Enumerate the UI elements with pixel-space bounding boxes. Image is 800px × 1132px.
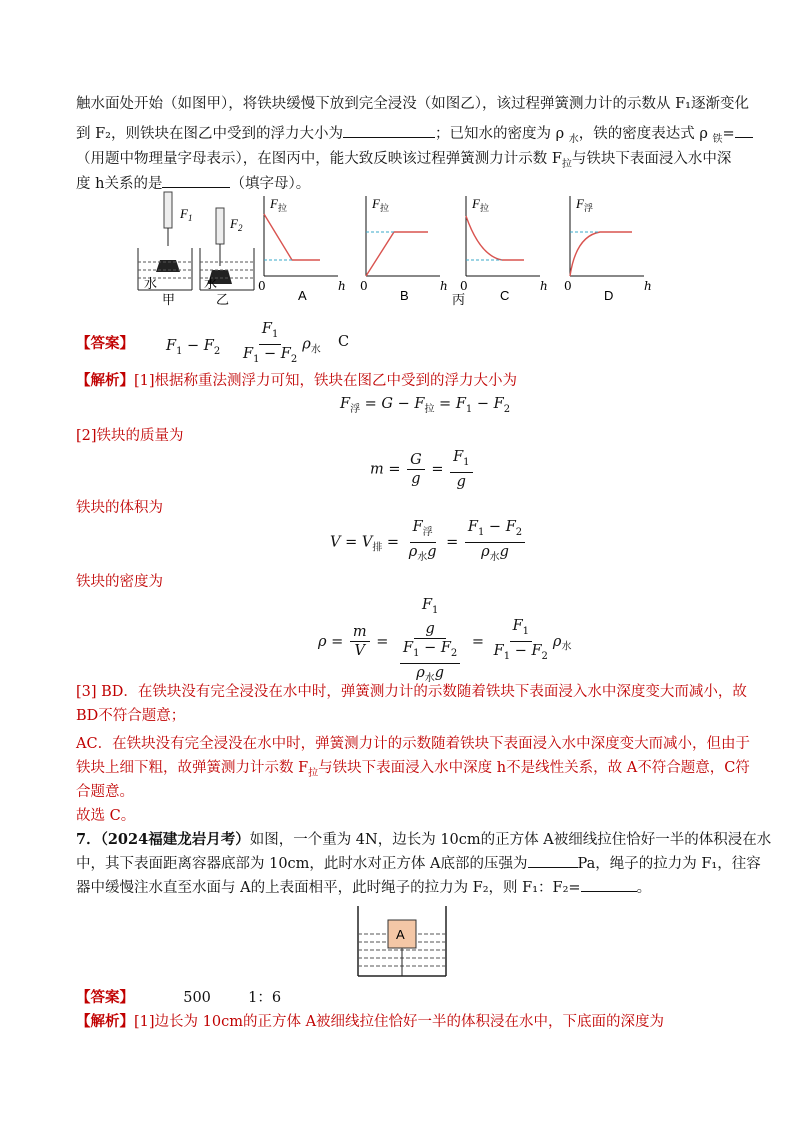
eq-buoyancy: $F_浮 = G - F_拉 = F_1 - F_2$	[340, 396, 511, 415]
blank-density[interactable]	[735, 123, 753, 138]
svg-text:h: h	[644, 279, 652, 293]
q6-figure	[130, 190, 670, 315]
svg-text:0: 0	[360, 279, 368, 293]
svg-text:F浮: $F_浮$	[576, 196, 593, 213]
q7-line1: 7．（2024福建龙岩月考）如图，一个重为 4N，边长为 10cm的正方体 A被细线拉住恰好一半的体积浸在水	[76, 831, 772, 848]
q6-analysis-8: 铁块上细下粗，故弹簧测力计示数 $F_拉$与铁块下表面浸入水中深度 h不是线性关系，故 A不符合题意，C符	[76, 760, 750, 779]
q6-answer: 【答案】	[76, 335, 134, 352]
q6-line3: （用题中物理量字母表示），在图丙中，能大致反映该过程弹簧测力计示数 $F_拉$与铁块下表面浸入水中深	[76, 151, 732, 170]
label-jia: 甲	[162, 293, 176, 308]
eq-density: ρ = $\frac{m}{V}$ = $F_1$ g $\frac{F_1 - F_2}{\rho_水g}$ = $\frac{F_1}{F_1 - F_2}$ $\rho_水$	[318, 597, 572, 684]
label-water-yi: 水	[204, 277, 218, 292]
eq-mass: m = $\frac{G}{g}$ = $\frac{F_1}{g}$	[370, 448, 475, 491]
graph-D	[564, 196, 652, 303]
svg-text:B: B	[400, 288, 409, 303]
svg-text:A: A	[298, 288, 307, 303]
svg-text:F拉: $F_拉$	[270, 196, 287, 213]
svg-text:C: C	[500, 288, 510, 303]
q6-analysis-7: AC．在铁块没有完全浸没在水中时，弹簧测力计的示数随着铁块下表面浸入水中深度变大而减小，但由于	[76, 736, 751, 752]
svg-text:0: 0	[564, 279, 572, 293]
svg-text:F拉: $F_拉$	[372, 196, 389, 213]
label-F2: $F_2$	[230, 216, 243, 233]
q7-figure	[354, 902, 450, 980]
graph-A	[258, 196, 346, 303]
svg-text:h: h	[540, 279, 548, 293]
svg-text:D: D	[604, 288, 614, 303]
svg-text:F拉: $F_拉$	[472, 196, 489, 213]
q6-line4: 度 h关系的是 （填字母）。	[76, 172, 724, 196]
answer-expr-1: $F_1 - F_2$	[166, 338, 221, 357]
q6-analysis-5: [3] BD．在铁块没有完全浸没在水中时，弹簧测力计的示数随着铁块下表面浸入水中深度变大而减小，故	[76, 684, 747, 700]
label-water-jia: 水	[144, 277, 158, 292]
svg-text:A: A	[396, 927, 405, 942]
q7-analysis-1: 【解析】[1]边长为 10cm的正方体 A被细线拉住恰好一半的体积浸在水中，下底面的深度为	[76, 1013, 665, 1030]
svg-text:h: h	[440, 279, 448, 293]
answer-choice: C	[338, 334, 350, 350]
q6-analysis-4: 铁块的密度为	[76, 574, 163, 590]
q6-analysis-1: 【解析】[1]根据称重法测浮力可知，铁块在图乙中受到的浮力大小为	[76, 372, 518, 389]
svg-text:h: h	[338, 279, 346, 293]
q6-analysis-10: 故选 C。	[76, 808, 136, 824]
label-F1: $F_1$	[180, 206, 193, 223]
q6-analysis-2: [2]铁块的质量为	[76, 428, 184, 444]
svg-text:0: 0	[460, 279, 468, 293]
blank-pressure[interactable]	[528, 853, 578, 868]
blank-graph-choice[interactable]	[162, 173, 230, 188]
q6-line2: 到 F₂，则铁块在图乙中受到的浮力大小为 ；已知水的密度为 ρ $_水$，铁的密度表达式 ρ $_铁$=	[76, 122, 724, 152]
graph-C	[460, 196, 548, 303]
eq-volume: $V = V_排$ = $\frac{F_浮}{\rho_水g}$ = $\frac{F_1 - F_2}{\rho_水g}$	[330, 518, 527, 567]
q6-analysis-9: 合题意。	[76, 784, 134, 800]
answer-expr-2: $\frac{F_1}{F_1 - F_2}$ $\rho_水$	[243, 321, 321, 365]
q7-line2: 中，其下表面距离容器底部为 10cm，此时水对正方体 A底部的压强为 Pa，绳子的拉力为 F₁，往容	[76, 852, 724, 876]
q6-line1: 触水面处开始（如图甲），将铁块缓慢下放到完全浸没（如图乙），该过程弹簧测力计的示数从 F₁逐渐变化	[76, 96, 749, 112]
blank-buoyancy[interactable]	[343, 123, 435, 138]
graph-B	[360, 196, 448, 303]
svg-text:0: 0	[258, 279, 266, 293]
q7-line3: 器中缓慢注水直至水面与 A的上表面相平，此时绳子的拉力为 F₂，则 F₁：F₂= 。	[76, 876, 724, 900]
label-yi: 乙	[216, 293, 230, 308]
q7-answer: 【答案】 500 1：6	[76, 989, 282, 1006]
label-bing: 丙	[452, 293, 466, 308]
q6-analysis-3: 铁块的体积为	[76, 500, 163, 516]
q6-analysis-6: BD不符合题意；	[76, 708, 186, 724]
blank-ratio[interactable]	[581, 877, 637, 892]
